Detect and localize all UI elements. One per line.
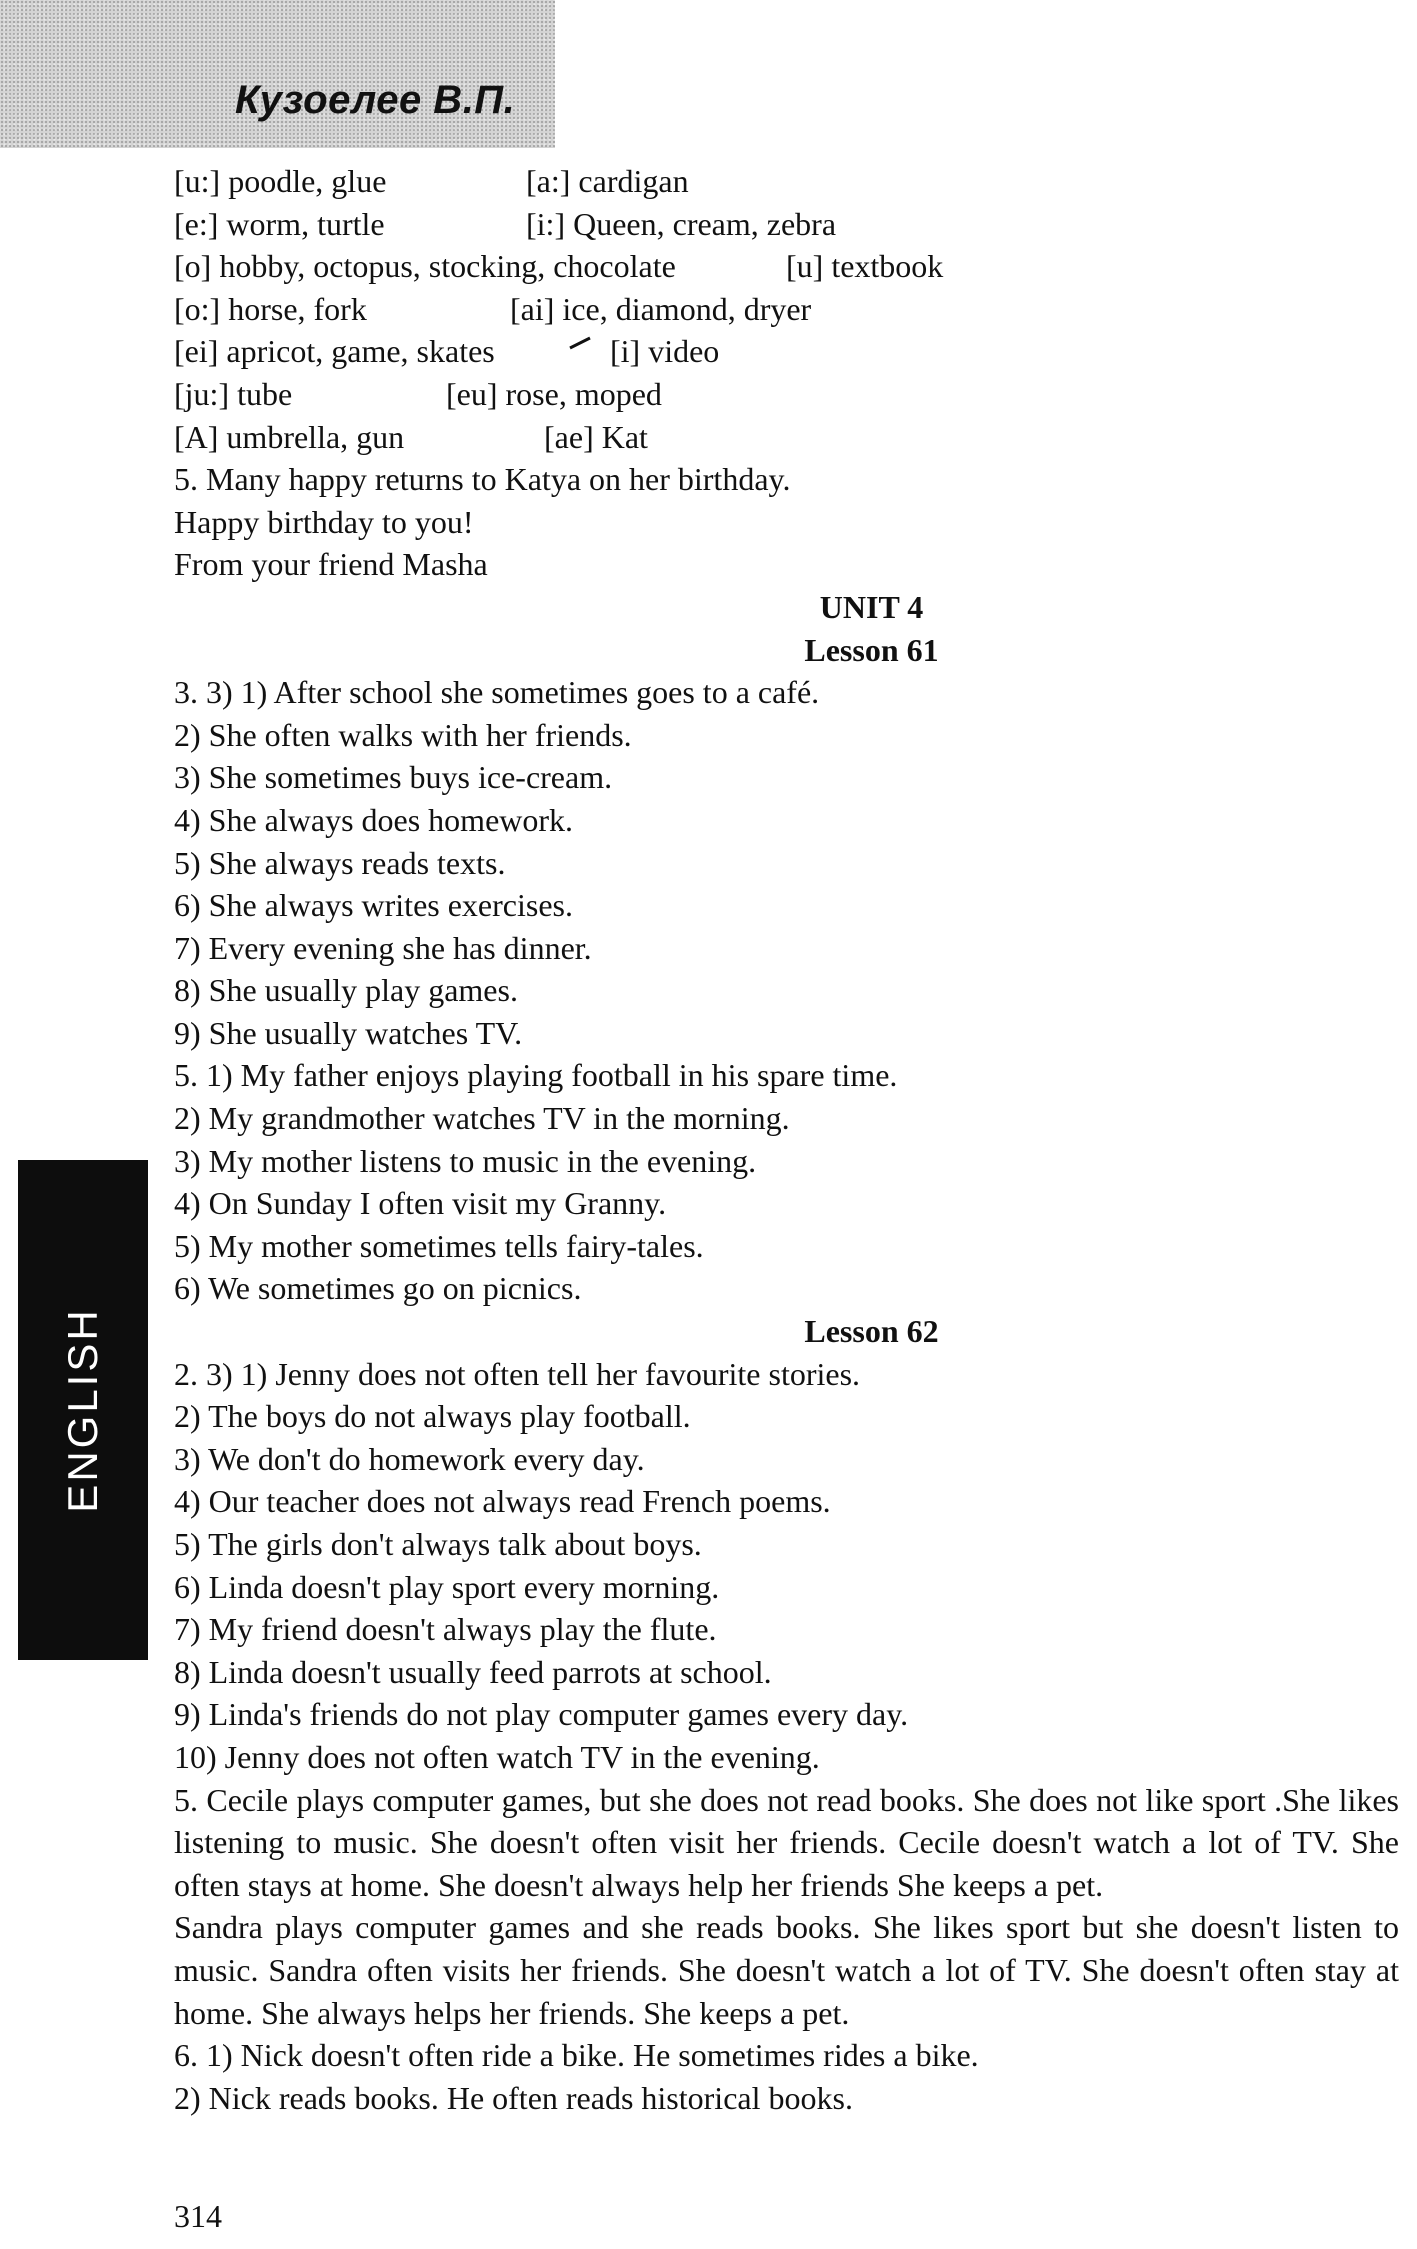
phonetics-entry: [ai] ice, diamond, dryer <box>510 290 812 327</box>
phonetics-row <box>174 416 1399 459</box>
answer-line: 9) She usually watches TV. <box>174 1014 523 1051</box>
answer-line: 2) Nick reads books. He often reads historical books. <box>174 2079 853 2116</box>
answer-line: 5. 1) My father enjoys playing football in his spare time. <box>174 1057 898 1094</box>
phonetics-entry: [o:] horse, fork <box>174 290 367 327</box>
phonetics-entry: [u] textbook <box>786 248 944 285</box>
page-content <box>174 160 1399 2119</box>
phonetics-entry: [ju:] tube <box>174 375 293 412</box>
side-tab-label: ENGLISH <box>59 1307 106 1513</box>
phonetics-row <box>174 245 1399 288</box>
answer-line: 9) Linda's friends do not play computer games every day. <box>174 1696 909 1733</box>
phonetics-entry: [e:] worm, turtle <box>174 205 385 242</box>
answer-line: 3) My mother listens to music in the evening. <box>174 1142 757 1179</box>
answer-line: 10) Jenny does not often watch TV in the evening. <box>174 1738 820 1775</box>
answer-line: 2) The boys do not always play football. <box>174 1398 691 1435</box>
answer-line: 6) She always writes exercises. <box>174 887 573 924</box>
header-author: Кузоелее В.П. <box>235 78 516 122</box>
answer-line: 3) We don't do homework every day. <box>174 1440 645 1477</box>
phonetics-entry: [A] umbrella, gun <box>174 418 405 455</box>
answer-line: 4) On Sunday I often visit my Granny. <box>174 1185 667 1222</box>
phonetics-row <box>174 373 1399 416</box>
answer-line: 2) She often walks with her friends. <box>174 716 632 753</box>
phonetics-entry: [a:] cardigan <box>526 163 689 199</box>
phonetics-entry: [ae] Kat <box>544 418 648 455</box>
answer-line: 2) My grandmother watches TV in the morning. <box>174 1100 790 1137</box>
answer-paragraph: 5. Cecile plays computer games, but she does not read books. She does not like sport .She likes listening to music. She doesn't often visit her friends. Cecile doesn't watch a lot of TV. She often stays at home. She doesn't always help her friends She keeps a pet. <box>174 1781 1399 1903</box>
answer-line: 7) My friend doesn't always play the flute. <box>174 1611 717 1648</box>
answer-line: 2. 3) 1) Jenny does not often tell her favourite stories. <box>174 1355 861 1392</box>
greeting-line: 5. Many happy returns to Katya on her birthday. <box>174 461 791 498</box>
lesson-title: Lesson 61 <box>804 631 939 668</box>
answer-line: 6) Linda doesn't play sport every morning. <box>174 1568 720 1605</box>
unit-title: UNIT 4 <box>819 588 924 625</box>
answer-line: 3) She sometimes buys ice-cream. <box>174 759 613 796</box>
answer-line: 5) The girls don't always talk about boys. <box>174 1526 702 1562</box>
answer-line: 8) She usually play games. <box>174 972 518 1009</box>
answer-line: 5) My mother sometimes tells fairy-tales. <box>174 1227 704 1264</box>
greeting-line: Happy birthday to you! <box>174 503 474 540</box>
phonetics-row <box>174 160 1399 203</box>
answer-line: 5) She always reads texts. <box>174 844 506 881</box>
phonetics-entry: [eu] rose, moped <box>446 375 662 412</box>
answer-line: 4) She always does homework. <box>174 801 574 838</box>
phonetics-entry: [ei] apricot, game, skates <box>174 333 495 370</box>
phonetics-row <box>174 330 1399 373</box>
phonetics-entry: [u:] poodle, glue <box>174 163 387 199</box>
phonetics-row <box>174 288 1399 331</box>
side-tab <box>18 1160 148 1660</box>
lesson-title: Lesson 62 <box>804 1313 939 1350</box>
answer-line: 7) Every evening she has dinner. <box>174 929 592 966</box>
header-band <box>0 0 555 148</box>
phonetics-entry: [o] hobby, octopus, stocking, chocolate <box>174 248 676 285</box>
answer-line: 4) Our teacher does not always read French poems. <box>174 1483 831 1520</box>
pen-mark <box>568 336 592 350</box>
answer-line: 8) Linda doesn't usually feed parrots at school. <box>174 1653 772 1690</box>
greeting-line: From your friend Masha <box>174 546 488 583</box>
answer-line: 3. 3) 1) After school she sometimes goes to a café. <box>174 674 820 711</box>
phonetics-row <box>174 203 1399 246</box>
phonetics-entry: [i] video <box>610 333 720 370</box>
answer-paragraph: Sandra plays computer games and she reads books. She likes sport but she doesn't listen to music. Sandra often visits her friends. She doesn't watch a lot of TV. She doesn't often stay at home. She always helps her friends. She keeps a pet. <box>174 1909 1399 2031</box>
page-number: 314 <box>174 2198 222 2234</box>
phonetics-entry: [i:] Queen, cream, zebra <box>526 205 837 242</box>
answer-line: 6) We sometimes go on picnics. <box>174 1270 582 1307</box>
answer-line: 6. 1) Nick doesn't often ride a bike. He sometimes rides a bike. <box>174 2037 979 2074</box>
